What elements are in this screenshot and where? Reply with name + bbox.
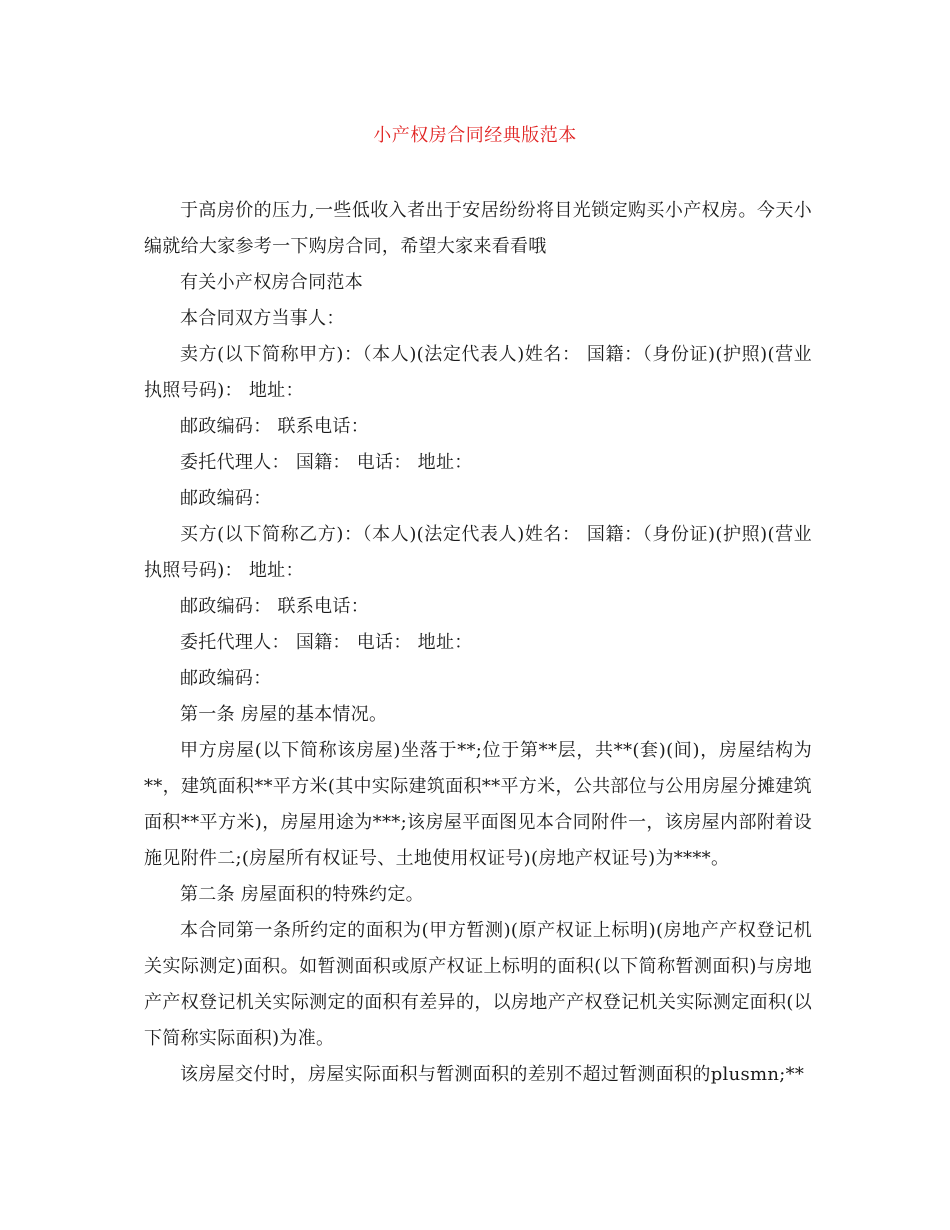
paragraph-seller-agent-postcode: 邮政编码： xyxy=(180,488,272,509)
paragraph-area-difference: 该房屋交付时，房屋实际面积与暂测面积的差别不超过暂测面积的plusmn;** xyxy=(180,1064,805,1085)
paragraph-seller-info: 卖方(以下简称甲方)：（本人)(法定代表人)姓名： 国籍：（身份证)(护照)(营业执照号码)： 地址： xyxy=(144,344,812,401)
paragraph-article-2-body: 本合同第一条所约定的面积为(甲方暂测)(原产权证上标明)(房地产产权登记机关实际测定)面积。如暂测面积或原产权证上标明的面积(以下简称暂测面积)与房地产产权登记机关实际测定的面积有差异的，以房地产产权登记机关实际测定面积(以下简称实际面积)为准。 xyxy=(144,920,812,1049)
document-body xyxy=(144,193,812,1093)
paragraph-article-2-heading: 第二条 房屋面积的特殊约定。 xyxy=(180,884,424,905)
paragraph-parties-heading: 本合同双方当事人： xyxy=(180,308,345,329)
paragraph-buyer-agent-postcode: 邮政编码： xyxy=(180,668,272,689)
paragraph-buyer-postcode-phone: 邮政编码： 联系电话： xyxy=(180,596,370,617)
paragraph-article-1-body: 甲方房屋(以下简称该房屋)坐落于**;位于第**层，共**(套)(间)，房屋结构为**，建筑面积**平方米(其中实际建筑面积**平方米，公共部位与公用房屋分摊建筑面积**平方米)，房屋用途为***;该房屋平面图见本合同附件一，该房屋内部附着设施见附件二;(房屋所有权证号、土地使用权证号)(房地产权证号)为****。 xyxy=(144,740,812,869)
paragraph-seller-agent: 委托代理人： 国籍： 电话： 地址： xyxy=(180,452,473,473)
paragraph-buyer-info: 买方(以下简称乙方)：（本人)(法定代表人)姓名： 国籍：（身份证)(护照)(营业执照号码)： 地址： xyxy=(144,524,812,581)
paragraph-article-1-heading: 第一条 房屋的基本情况。 xyxy=(180,704,388,725)
document-title: 小产权房合同经典版范本 xyxy=(373,125,577,146)
paragraph-intro: 于高房价的压力,一些低收入者出于安居纷纷将目光锁定购买小产权房。今天小编就给大家参考一下购房合同，希望大家来看看哦 xyxy=(144,200,812,257)
paragraph-subtitle: 有关小产权房合同范本 xyxy=(180,272,363,293)
paragraph-seller-postcode-phone: 邮政编码： 联系电话： xyxy=(180,416,370,437)
paragraph-buyer-agent: 委托代理人： 国籍： 电话： 地址： xyxy=(180,632,473,653)
